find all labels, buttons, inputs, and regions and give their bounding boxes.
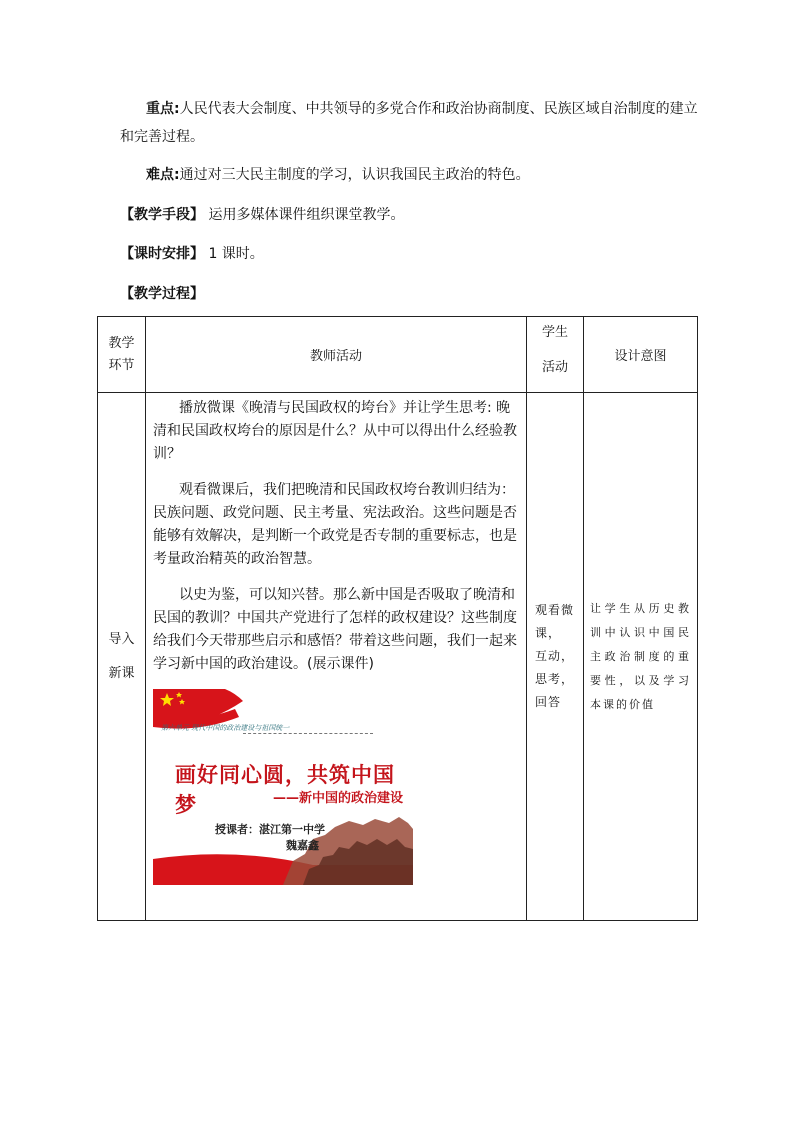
header-design: 设计意图 [584,317,698,393]
teacher-activity-cell [146,393,527,921]
design-intent-cell: 让学生从历史教训中认识中国民主政治制度的重要性，以及学习本课的价值 [584,393,698,921]
header-teacher: 教师活动 [146,317,527,393]
teacher-paragraph-2: 观看微课后，我们把晚清和民国政权垮台教训归结为：民族问题、政党问题、民主考量、宪法政治。这些问题是否能够有效解决，是判断一个政党是否专制的重要标志，也是考量政治精英的政治智慧。 [153,482,517,567]
teaching-means-label: 【教学手段】 [120,207,204,223]
key-points [120,95,705,151]
student-activity-line: 思考， [535,672,575,686]
student-activity-line: 互动， [535,649,575,663]
process-heading [120,280,204,308]
table-row [98,393,698,921]
student-activity-line: 回答 [535,695,562,709]
header-student [527,317,584,393]
slide-dashed-line [243,733,373,734]
lesson-table [97,316,698,921]
stage-line1: 导入 [108,631,135,647]
slide-teacher-name: 魏嘉鑫 [286,839,319,852]
time-arrangement [120,240,264,268]
table-header-row [98,317,698,393]
slide-subtitle: ——新中国的政治建设 [273,791,404,806]
teaching-means [120,201,404,229]
difficulty-label: 难点: [146,167,180,183]
teacher-paragraph-1: 播放微课《晚清与民国政权的垮台》并让学生思考: 晚清和民国政权垮台的原因是什么？从中可以得出什么经验教训？ [153,400,517,462]
key-points-text: 人民代表大会制度、中共领导的多党合作和政治协商制度、民族区域自治制度的建立和完善过程。 [120,101,698,145]
teacher-paragraph-3: 以史为鉴，可以知兴替。那么新中国是否吸取了晚清和民国的教训？中国共产党进行了怎样的政权建设？这些制度给我们今天带那些启示和感悟？带着这些问题，我们一起来学习新中国的政治建设。(展示课件) [153,587,517,672]
time-arrangement-text: 1 课时。 [204,246,264,262]
slide-unit-text: 第六单元 现代中国的政治建设与祖国统一 [161,724,290,732]
header-stage-line2: 环节 [108,357,135,373]
header-stage-line1: 教学 [108,335,135,351]
time-arrangement-label: 【课时安排】 [120,246,204,262]
header-student-line1: 学生 [541,324,568,340]
process-label: 【教学过程】 [120,286,204,302]
difficulty-text: 通过对三大民主制度的学习，认识我国民主政治的特色。 [179,167,530,183]
key-points-label: 重点: [146,101,180,117]
teaching-means-text: 运用多媒体课件组织课堂教学。 [204,207,405,223]
slide-title: 画好同心圆，共筑中国梦 [175,763,395,817]
student-activity-line: 课， [535,626,562,640]
stage-cell [98,393,146,921]
header-stage [98,317,146,393]
header-student-line2: 活动 [541,359,568,375]
slide-teacher: 授课者：湛江第一中学 [215,823,325,836]
student-activity-line: 观看微 [535,603,575,617]
student-activity-cell [527,393,584,921]
courseware-slide-image [153,689,413,885]
difficulty [146,161,530,189]
stage-line2: 新课 [108,665,135,681]
